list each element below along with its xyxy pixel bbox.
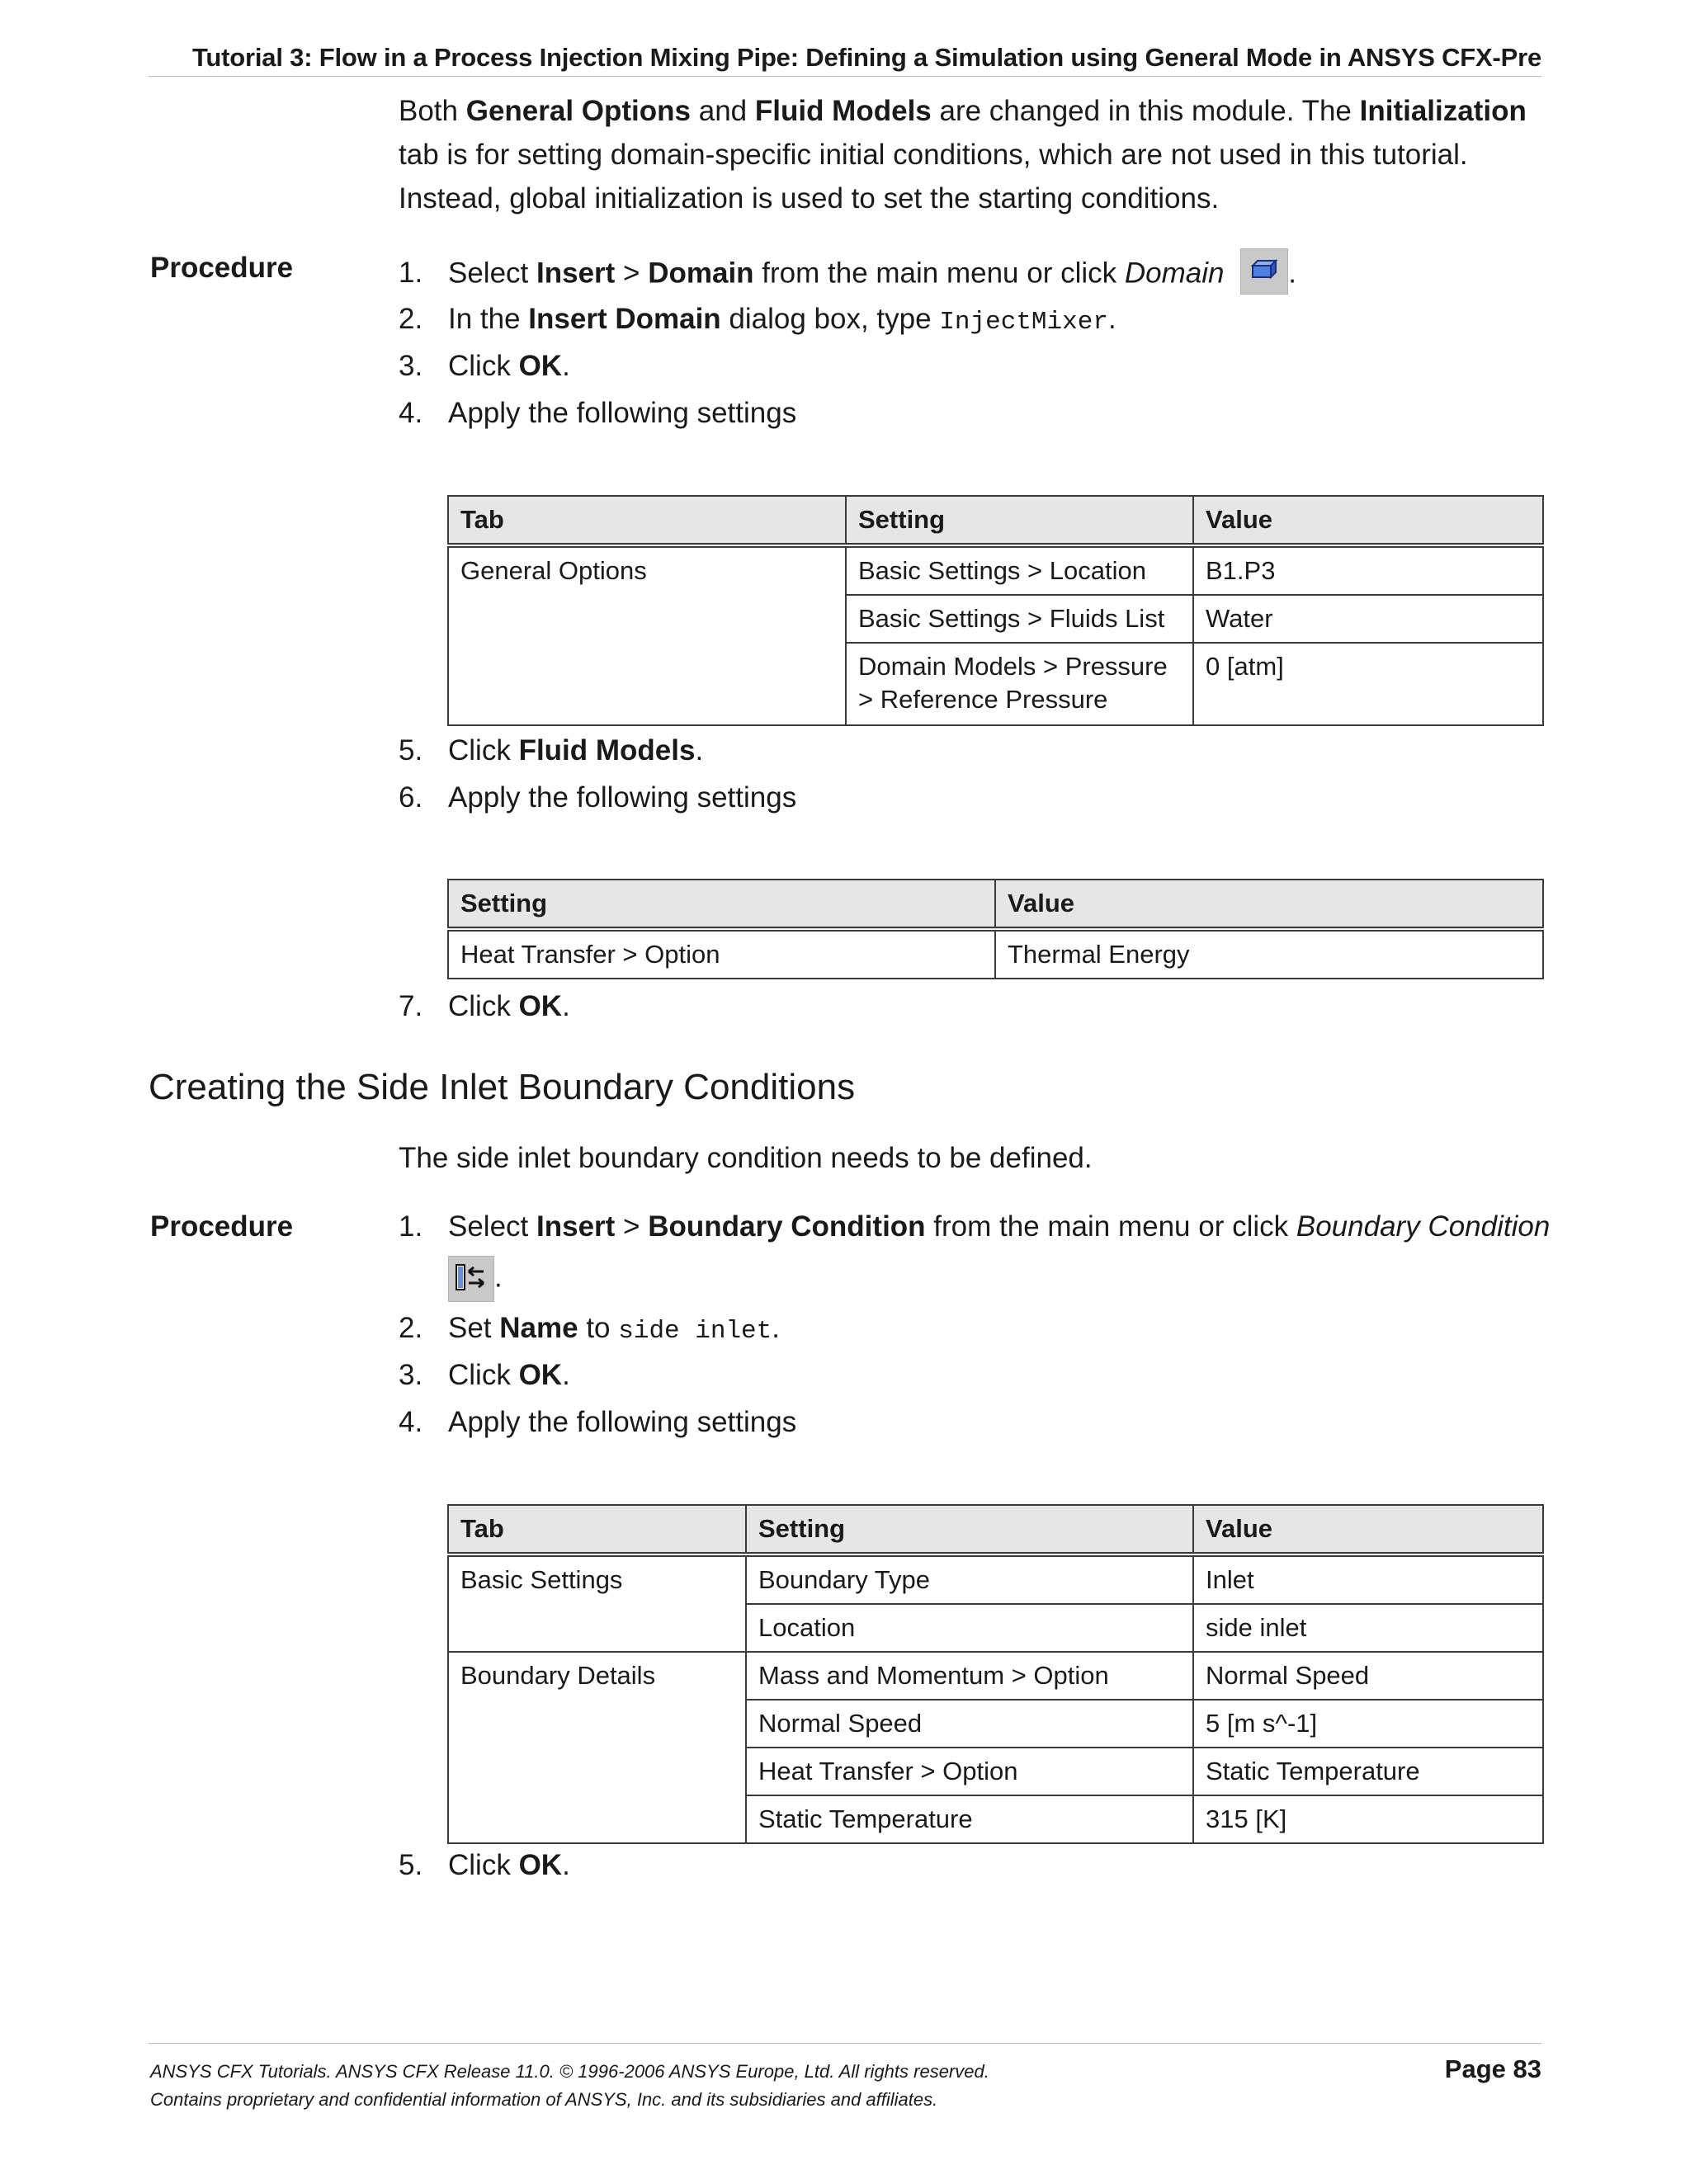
step-text: . (562, 350, 570, 382)
footer-copyright: ANSYS CFX Tutorials. ANSYS CFX Release 11.0. © 1996-2006 ANSYS Europe, Ltd. All rights reserved. (150, 2061, 989, 2082)
table-row (448, 1652, 1543, 1700)
step-text: Click (448, 990, 519, 1022)
table-cell-tab: General Options (448, 545, 846, 725)
intro-paragraph (399, 89, 1546, 220)
dialog-insert-domain: Insert Domain (528, 303, 721, 335)
step-text: Select (448, 1210, 536, 1243)
ok-label: OK (518, 1359, 563, 1391)
boundary-condition-icon[interactable] (448, 1256, 494, 1302)
table-cell-setting: Heat Transfer > Option (448, 929, 995, 979)
intro-bold-fluid-models: Fluid Models (754, 95, 932, 127)
step-text: from the main menu or click (753, 257, 1125, 290)
domain-step-5 (399, 734, 703, 767)
step-number: 2. (399, 1312, 423, 1344)
running-header: Tutorial 3: Flow in a Process Injection Mixing Pipe: Defining a Simulation using General Mode in ANSYS CFX-Pre (191, 43, 1541, 72)
table-cell-setting: Boundary Type (746, 1554, 1193, 1604)
fluid-models-label: Fluid Models (518, 734, 696, 767)
domain-button-label: Domain (1124, 257, 1225, 290)
domain-step-4 (399, 397, 796, 430)
code-injectmixer: InjectMixer (939, 308, 1108, 337)
domain-step-1 (399, 252, 1296, 298)
menu-boundary-condition: Boundary Condition (648, 1210, 926, 1243)
step-text: > (615, 257, 649, 290)
step-text: . (772, 1312, 780, 1344)
table-cell-setting: Heat Transfer > Option (746, 1748, 1193, 1795)
table-cell-value: B1.P3 (1193, 545, 1543, 595)
intro-text: are changed in this module. The (931, 95, 1360, 127)
step-text: to (578, 1312, 619, 1344)
table-cell-setting: Normal Speed (746, 1700, 1193, 1748)
section-intro: The side inlet boundary condition needs to be defined. (399, 1142, 1093, 1174)
bc-step-2 (399, 1312, 780, 1346)
table-cell-value: Static Temperature (1193, 1748, 1543, 1795)
step-text: . (1288, 257, 1296, 290)
step-text: Select (448, 257, 536, 290)
ok-label: OK (518, 1849, 563, 1881)
table-cell-value: Normal Speed (1193, 1652, 1543, 1700)
step-text: . (695, 734, 704, 767)
column-header-value: Value (1193, 496, 1543, 545)
table-cell-value: Thermal Energy (995, 929, 1543, 979)
table-cell-setting: Location (746, 1604, 1193, 1652)
step-number: 2. (399, 303, 423, 335)
step-number: 5. (399, 734, 423, 767)
table-header-row (448, 1505, 1543, 1554)
bc-step-3 (399, 1359, 570, 1392)
boundary-condition-button-label: Boundary Condition (1296, 1210, 1551, 1243)
column-header-setting: Setting (448, 880, 995, 929)
menu-insert: Insert (536, 1210, 616, 1243)
bc-step-1-icon-line (448, 1256, 503, 1302)
table-cell-setting: Static Temperature (746, 1795, 1193, 1843)
code-side-inlet: side inlet (618, 1317, 772, 1346)
column-header-setting: Setting (846, 496, 1193, 545)
footer-proprietary: Contains proprietary and confidential information of ANSYS, Inc. and its subsidiaries and affiliates. (150, 2089, 938, 2110)
step-text: Click (448, 734, 519, 767)
domain-step-6 (399, 781, 796, 814)
page-number: Page 83 (1444, 2054, 1541, 2083)
table-cell-value: 5 [m s^-1] (1193, 1700, 1543, 1748)
step-text: . (562, 1359, 570, 1391)
step-text: In the (448, 303, 529, 335)
table-cell-value: Water (1193, 595, 1543, 643)
step-number: 7. (399, 990, 423, 1022)
step-text: > (615, 1210, 649, 1243)
step-text: . (562, 1849, 570, 1881)
step-text: Apply the following settings (448, 781, 797, 814)
table-cell-setting: Mass and Momentum > Option (746, 1652, 1193, 1700)
table-row (448, 929, 1543, 979)
bc-step-4 (399, 1406, 796, 1439)
step-text: . (494, 1261, 503, 1294)
step-number: 4. (399, 1406, 423, 1438)
table-row (448, 1554, 1543, 1604)
step-text: Click (448, 1359, 519, 1391)
table-cell-value: Inlet (1193, 1554, 1543, 1604)
step-text: . (1107, 303, 1116, 335)
step-number: 3. (399, 350, 423, 382)
boundary-settings-table (447, 1504, 1544, 1844)
intro-text: tab is for setting domain-specific initial conditions, which are not used in this tutorial. Instead, global initialization is used to set the starting conditions. (399, 139, 1468, 215)
column-header-value: Value (1193, 1505, 1543, 1554)
domain-step-7 (399, 990, 570, 1023)
intro-text: Both (399, 95, 466, 127)
step-text: dialog box, type (720, 303, 940, 335)
intro-bold-general-options: General Options (465, 95, 692, 127)
column-header-setting: Setting (746, 1505, 1193, 1554)
table-cell-value: 0 [atm] (1193, 643, 1543, 725)
step-text: Apply the following settings (448, 397, 797, 429)
menu-domain: Domain (648, 257, 754, 290)
table-cell-tab: Basic Settings (448, 1554, 746, 1652)
intro-text: and (691, 95, 755, 127)
bc-step-5 (399, 1849, 570, 1882)
step-text: Click (448, 1849, 519, 1881)
column-header-value: Value (995, 880, 1543, 929)
procedure-label: Procedure (150, 1210, 294, 1243)
column-header-tab: Tab (448, 1505, 746, 1554)
name-label: Name (499, 1312, 578, 1344)
table-cell-value: side inlet (1193, 1604, 1543, 1652)
step-text: Apply the following settings (448, 1406, 797, 1438)
step-text: Click (448, 350, 519, 382)
intro-bold-initialization: Initialization (1359, 95, 1527, 127)
domain-icon[interactable] (1240, 248, 1288, 295)
section-title: Creating the Side Inlet Boundary Conditions (149, 1067, 856, 1107)
table-header-row (448, 496, 1543, 545)
step-number: 5. (399, 1849, 423, 1881)
table-cell-tab: Boundary Details (448, 1652, 746, 1843)
header-divider (149, 76, 1541, 77)
procedure-label: Procedure (150, 252, 294, 284)
bc-step-1 (399, 1210, 1550, 1243)
ok-label: OK (518, 990, 563, 1022)
domain-settings-table (447, 495, 1544, 726)
column-header-tab: Tab (448, 496, 846, 545)
table-cell-setting: Domain Models > Pressure > Reference Pressure (846, 643, 1193, 725)
table-header-row (448, 880, 1543, 929)
table-cell-value: 315 [K] (1193, 1795, 1543, 1843)
step-text: from the main menu or click (925, 1210, 1296, 1243)
step-number: 1. (399, 1210, 423, 1243)
step-number: 1. (399, 257, 423, 290)
step-text: Set (448, 1312, 500, 1344)
table-row (448, 545, 1543, 595)
step-text: . (562, 990, 570, 1022)
footer-divider (149, 2043, 1541, 2044)
step-number: 4. (399, 397, 423, 429)
table-cell-setting: Basic Settings > Fluids List (846, 595, 1193, 643)
menu-insert: Insert (536, 257, 616, 290)
table-cell-setting: Basic Settings > Location (846, 545, 1193, 595)
ok-label: OK (518, 350, 563, 382)
domain-step-2 (399, 303, 1116, 337)
fluid-models-table (447, 879, 1544, 979)
domain-step-3 (399, 350, 570, 383)
step-number: 6. (399, 781, 423, 814)
step-number: 3. (399, 1359, 423, 1391)
